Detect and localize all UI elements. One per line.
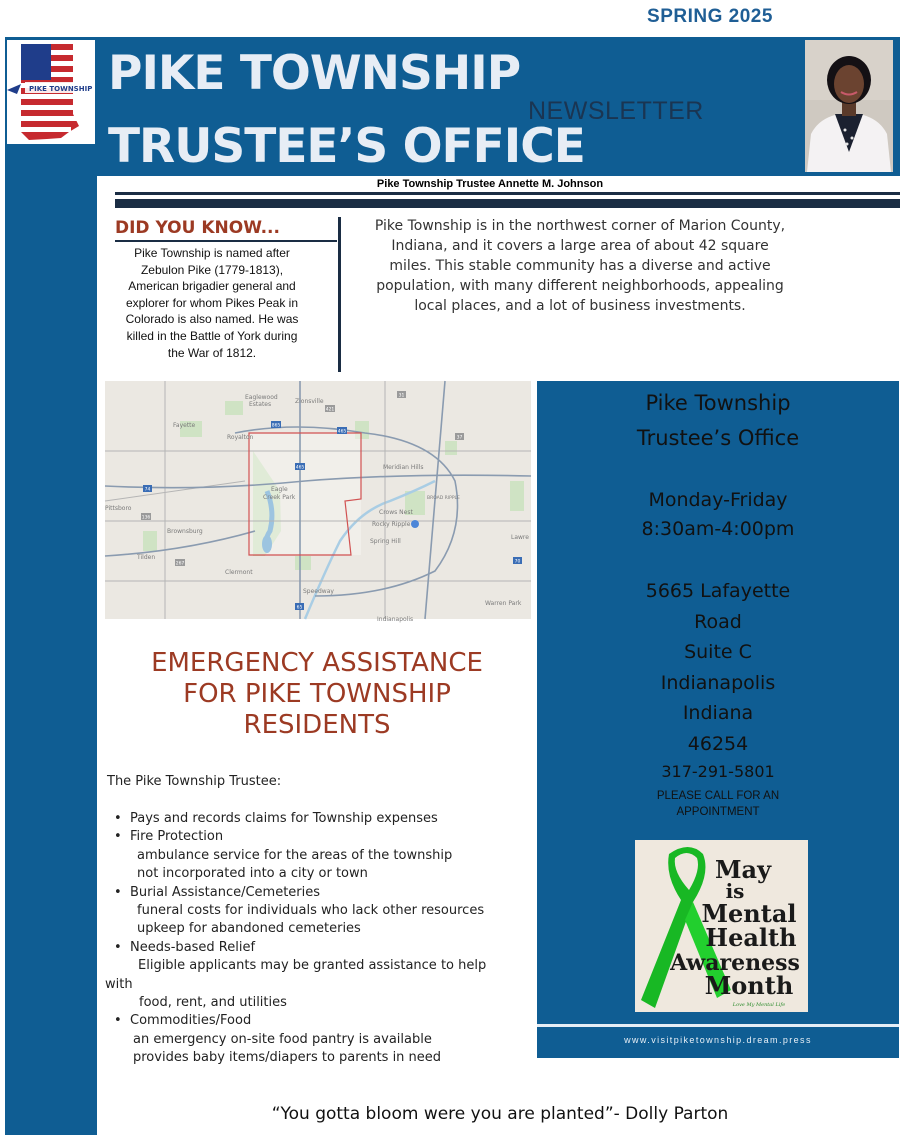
mh-line: Awareness — [670, 950, 800, 976]
did-you-know-heading: DID YOU KNOW... — [115, 218, 280, 238]
map-label: BROAD RIPPLE — [427, 496, 460, 501]
header-divider-thick — [115, 199, 900, 208]
newsletter-title-line-2: TRUSTEE’S OFFICE — [108, 119, 585, 174]
intro-line: Pike Township is in the northwest corner of Marion County, — [374, 218, 786, 234]
map-label: Creek Park — [263, 494, 296, 501]
map-shield: 70 — [514, 559, 521, 565]
mh-line: Month — [704, 971, 794, 1000]
map-shield: 31 — [398, 393, 405, 399]
map-shield: 865 — [271, 423, 281, 429]
map-shield: 65 — [296, 605, 303, 611]
dyk-line: Colorado is also named. He was — [125, 312, 299, 327]
did-you-know-text — [104, 245, 320, 361]
service-detail: with — [105, 976, 133, 992]
map-shield: 37 — [456, 435, 463, 441]
appointment-note — [537, 788, 899, 820]
trustee-photo — [805, 40, 893, 172]
map-shield: 136 — [141, 515, 151, 521]
service-detail: food, rent, and utilities — [139, 995, 287, 1011]
trustee-name-caption: Pike Township Trustee Annette M. Johnson — [376, 178, 604, 190]
map-label: Estates — [249, 401, 272, 408]
service-detail: upkeep for abandoned cemeteries — [137, 921, 361, 937]
map-label: Eagle — [271, 486, 288, 493]
mental-health-awareness-graphic — [635, 840, 808, 1012]
map-graphic — [105, 381, 531, 623]
service-item: • Needs-based Relief — [105, 939, 535, 957]
emergency-assistance-heading — [110, 648, 524, 741]
office-name-line: Trustee’s Office — [636, 426, 800, 450]
map-label: Brownsburg — [167, 528, 203, 535]
map-label: Speedway — [303, 588, 334, 595]
service-item: • Burial Assistance/Cemeteries — [105, 884, 535, 902]
season-label: SPRING 2025 — [647, 6, 773, 27]
service-detail: not incorporated into a city or town — [137, 866, 368, 882]
map-label: Lawre — [511, 534, 529, 541]
panel-divider — [537, 1024, 899, 1027]
did-you-know-underline — [115, 240, 337, 242]
appointment-line: APPOINTMENT — [676, 806, 760, 818]
service-detail: provides baby items/diapers to parents in need — [133, 1050, 442, 1066]
column-divider — [338, 217, 341, 372]
map-shield: 74 — [144, 487, 151, 493]
dyk-line: explorer for whom Pikes Peak in — [125, 295, 299, 310]
address-line: Indianapolis — [660, 671, 776, 694]
map-label: Warren Park — [485, 600, 522, 607]
hours-line: Monday-Friday — [648, 489, 788, 511]
services-list — [105, 810, 535, 1068]
newsletter-subtitle: NEWSLETTER — [528, 97, 704, 125]
left-sidebar-bar — [5, 146, 97, 1135]
service-item: • Pays and records claims for Township expenses — [105, 810, 535, 828]
map-label: Meridian Hills — [383, 464, 424, 471]
hours-line: 8:30am-4:00pm — [641, 518, 795, 540]
office-name — [537, 386, 899, 456]
address-line: Road — [694, 610, 742, 633]
service-detail: ambulance service for the areas of the township — [137, 847, 453, 863]
map-label: Spring Hill — [370, 538, 401, 545]
map-shield: 465 — [295, 465, 305, 471]
map-label: Fayette — [173, 422, 196, 429]
map-label: Tilden — [137, 554, 156, 561]
map-label: Zionsville — [295, 398, 324, 405]
newsletter-title-line-1: PIKE TOWNSHIP — [108, 46, 521, 101]
intro-line: local places, and a lot of business investments. — [414, 298, 746, 314]
service-item: • Fire Protection — [105, 828, 535, 846]
service-detail: Eligible applicants may be granted assistance to help — [138, 958, 487, 974]
intro-line: population, with many different neighborhoods, appealing — [376, 278, 784, 294]
dyk-line: Pike Township is named after — [134, 246, 290, 260]
township-map — [105, 381, 531, 623]
intro-line: Indiana, and it covers a large area of about 42 square — [391, 238, 769, 254]
mental-health-poster — [635, 840, 808, 1012]
map-label: Indianapolis — [377, 616, 414, 623]
office-address — [537, 576, 899, 760]
map-label: Clermont — [225, 569, 253, 576]
mh-line: May — [714, 855, 772, 884]
map-label: Eaglewood — [245, 394, 278, 401]
service-detail: an emergency on-site food pantry is available — [133, 1031, 432, 1047]
dyk-line: Zebulon Pike (1779-1813), — [140, 262, 284, 277]
heading-line: FOR PIKE TOWNSHIP — [183, 679, 451, 709]
office-name-line: Pike Township — [645, 391, 791, 415]
map-shield: 267 — [175, 561, 185, 567]
mh-signature: Love My Mental Life — [732, 1002, 786, 1008]
logo-text: PIKE TOWNSHIP — [29, 85, 93, 93]
map-label: Pittsboro — [105, 505, 132, 512]
appointment-line: PLEASE CALL FOR AN — [656, 790, 780, 802]
mh-line: is — [725, 879, 745, 903]
address-line: Suite C — [684, 641, 752, 664]
website-link[interactable]: www.visitpiketownship.dream.press — [624, 1035, 812, 1045]
service-item: • Commodities/Food — [105, 1012, 535, 1030]
dyk-line: the War of 1812. — [167, 345, 257, 360]
heading-line: EMERGENCY ASSISTANCE — [151, 648, 483, 678]
address-line: 46254 — [687, 732, 749, 755]
indiana-flag-logo — [7, 40, 95, 144]
address-line: Indiana — [682, 702, 754, 725]
mh-line: Health — [705, 923, 797, 952]
mh-line: Mental — [701, 899, 797, 928]
office-phone: 317-291-5801 — [661, 762, 775, 781]
map-label: Royalton — [227, 434, 254, 441]
services-intro: The Pike Township Trustee: — [107, 774, 282, 789]
trustee-portrait — [805, 40, 893, 172]
map-shield: 465 — [337, 429, 347, 435]
map-label: Crows Nest — [379, 509, 413, 516]
intro-line: miles. This stable community has a diverse and active — [389, 258, 771, 274]
township-intro-text — [345, 216, 815, 316]
dyk-line: American brigadier general and — [128, 279, 296, 294]
footer-quote: “You gotta bloom were you are planted”- Dolly Parton — [271, 1104, 729, 1124]
township-logo — [7, 40, 95, 144]
office-hours — [537, 486, 899, 544]
dyk-line: killed in the Battle of York during — [126, 328, 298, 343]
map-shield: 421 — [325, 407, 335, 413]
header-divider-thin — [115, 192, 900, 195]
service-detail: funeral costs for individuals who lack other resources — [137, 903, 485, 919]
map-label: Rocky Ripple — [372, 521, 411, 528]
address-line: 5665 Lafayette — [645, 580, 791, 602]
heading-line: RESIDENTS — [243, 710, 391, 740]
